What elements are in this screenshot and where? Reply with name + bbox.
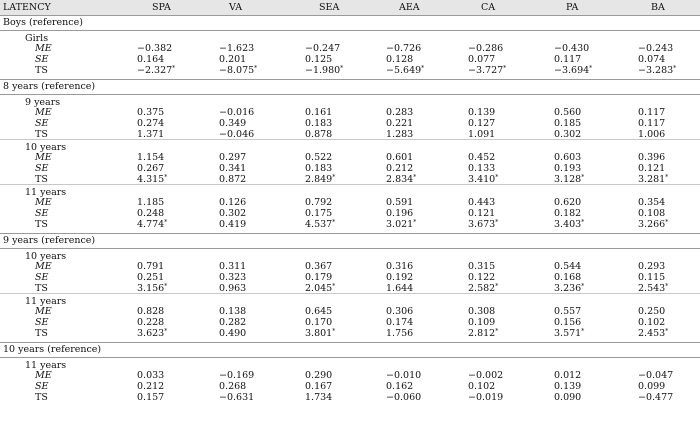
- metric-label: TS: [35, 392, 48, 403]
- table-cell: 0.791: [137, 261, 165, 272]
- group-label: 11 years: [25, 360, 67, 371]
- group-label: Girls: [25, 33, 49, 44]
- table-row: [0, 283, 700, 294]
- table-cell: 0.133: [468, 163, 496, 174]
- table-row: [0, 43, 700, 54]
- significance-marker: *: [495, 328, 499, 335]
- metric-label: SE: [35, 54, 49, 65]
- table-cell: 0.168: [554, 272, 582, 283]
- significance-marker: *: [665, 283, 669, 290]
- table-cell: −0.247: [305, 43, 341, 54]
- table-cell: 0.316: [386, 261, 414, 272]
- significance-marker: *: [421, 65, 425, 72]
- table-cell: 0.878: [305, 129, 333, 140]
- table-cell: −3.727*: [468, 65, 507, 76]
- column-header: PA: [566, 2, 579, 13]
- table-cell: −0.047: [638, 370, 674, 381]
- table-row: [0, 272, 700, 283]
- table-row: [0, 370, 700, 381]
- significance-marker: *: [665, 328, 669, 335]
- column-header: BA: [651, 2, 665, 13]
- table-cell: 0.108: [638, 208, 666, 219]
- table-cell: 2.812*: [468, 328, 499, 339]
- metric-label: ME: [35, 107, 52, 118]
- significance-marker: *: [164, 283, 168, 290]
- table-cell: 0.250: [638, 306, 666, 317]
- significance-marker: *: [673, 65, 677, 72]
- table-cell: 3.673*: [468, 219, 499, 230]
- table-cell: 0.102: [468, 381, 496, 392]
- table-cell: 0.196: [386, 208, 414, 219]
- table-cell: −1.980*: [305, 65, 344, 76]
- table-cell: 0.183: [305, 163, 333, 174]
- table-cell: 0.090: [554, 392, 582, 403]
- table-cell: 0.182: [554, 208, 582, 219]
- comparison-group: [0, 249, 700, 294]
- table-row: [0, 163, 700, 174]
- table-cell: 0.128: [386, 54, 414, 65]
- table-cell: 1.371: [137, 129, 165, 140]
- column-header: SEA: [319, 2, 340, 13]
- column-header: SPA: [152, 2, 171, 13]
- table-cell: 0.308: [468, 306, 496, 317]
- table-cell: 0.792: [305, 197, 333, 208]
- group-label: 9 years: [25, 97, 61, 108]
- table-cell: 2.045*: [305, 283, 336, 294]
- table-cell: 0.033: [137, 370, 165, 381]
- table-cell: 0.221: [386, 118, 414, 129]
- table-row: [0, 317, 700, 328]
- table-cell: 0.121: [468, 208, 496, 219]
- significance-marker: *: [581, 283, 585, 290]
- table-cell: 4.315*: [137, 174, 168, 185]
- table-cell: 0.125: [305, 54, 333, 65]
- table-cell: 3.128*: [554, 174, 585, 185]
- table-row: [0, 261, 700, 272]
- metric-label: SE: [35, 381, 49, 392]
- table-cell: 0.192: [386, 272, 414, 283]
- metric-label: SE: [35, 118, 49, 129]
- table-cell: 0.201: [219, 54, 247, 65]
- table-row: [0, 118, 700, 129]
- table-cell: 0.162: [386, 381, 414, 392]
- table-cell: 0.117: [638, 107, 666, 118]
- table-cell: −0.430: [554, 43, 590, 54]
- table-cell: 0.302: [554, 129, 582, 140]
- table-cell: 0.122: [468, 272, 496, 283]
- significance-marker: *: [665, 219, 669, 226]
- table-cell: 0.557: [554, 306, 582, 317]
- metric-label: TS: [35, 219, 48, 230]
- significance-marker: *: [332, 174, 336, 181]
- table-cell: 1.006: [638, 129, 666, 140]
- comparison-group: [0, 294, 700, 338]
- table-cell: 0.267: [137, 163, 165, 174]
- metric-label: SE: [35, 208, 49, 219]
- table-cell: 0.293: [638, 261, 666, 272]
- table-cell: 0.828: [137, 306, 165, 317]
- table-cell: 0.117: [554, 54, 582, 65]
- table-cell: −0.060: [386, 392, 422, 403]
- table-cell: 1.644: [386, 283, 414, 294]
- table-cell: 0.872: [219, 174, 247, 185]
- table-cell: 0.156: [554, 317, 582, 328]
- table-cell: 0.591: [386, 197, 414, 208]
- table-cell: 0.099: [638, 381, 666, 392]
- table-cell: 0.349: [219, 118, 247, 129]
- metric-label: ME: [35, 197, 52, 208]
- significance-marker: *: [503, 65, 507, 72]
- group-label: 11 years: [25, 187, 67, 198]
- table-cell: 1.734: [305, 392, 333, 403]
- table-cell: 0.012: [554, 370, 582, 381]
- table-cell: 0.560: [554, 107, 582, 118]
- table-cell: 0.117: [638, 118, 666, 129]
- comparison-group: [0, 31, 700, 75]
- table-cell: 0.157: [137, 392, 165, 403]
- reference-row: [0, 15, 700, 31]
- table-cell: 0.138: [219, 306, 247, 317]
- table-cell: 0.268: [219, 381, 247, 392]
- table-cell: 0.396: [638, 152, 666, 163]
- group-label: 10 years: [25, 142, 67, 153]
- table-cell: −0.046: [219, 129, 255, 140]
- table-cell: 0.354: [638, 197, 666, 208]
- table-cell: 0.102: [638, 317, 666, 328]
- table-cell: −0.016: [219, 107, 255, 118]
- table-cell: 3.410*: [468, 174, 499, 185]
- table-cell: 0.161: [305, 107, 333, 118]
- table-cell: 4.537*: [305, 219, 336, 230]
- table-cell: 1.154: [137, 152, 165, 163]
- table-cell: 0.315: [468, 261, 496, 272]
- header-latency: LATENCY: [3, 2, 51, 13]
- column-header: CA: [481, 2, 496, 13]
- metric-label: TS: [35, 328, 48, 339]
- significance-marker: *: [172, 65, 176, 72]
- table-cell: 2.543*: [638, 283, 669, 294]
- table-cell: 0.251: [137, 272, 165, 283]
- table-cell: 0.174: [386, 317, 414, 328]
- table-cell: 0.164: [137, 54, 165, 65]
- metric-label: ME: [35, 261, 52, 272]
- table-cell: 0.341: [219, 163, 247, 174]
- comparison-group: [0, 95, 700, 140]
- table-cell: 0.185: [554, 118, 582, 129]
- table-cell: 3.801*: [305, 328, 336, 339]
- table-cell: −5.649*: [386, 65, 425, 76]
- table-cell: 3.266*: [638, 219, 669, 230]
- table-cell: 2.834*: [386, 174, 417, 185]
- table-cell: 0.183: [305, 118, 333, 129]
- table-cell: 0.311: [219, 261, 247, 272]
- table-cell: 0.601: [386, 152, 414, 163]
- table-cell: −0.169: [219, 370, 255, 381]
- table-row: [0, 306, 700, 317]
- table-cell: 0.228: [137, 317, 165, 328]
- table-cell: 0.175: [305, 208, 333, 219]
- table-row: [0, 219, 700, 230]
- table-cell: 0.212: [137, 381, 165, 392]
- reference-row: [0, 233, 700, 249]
- table-cell: 0.139: [554, 381, 582, 392]
- significance-marker: *: [495, 219, 499, 226]
- reference-row: [0, 79, 700, 95]
- reference-label: 8 years (reference): [3, 81, 96, 92]
- table-cell: 0.490: [219, 328, 247, 339]
- table-row: [0, 65, 700, 76]
- table-cell: 0.077: [468, 54, 496, 65]
- header-row: [0, 0, 700, 16]
- table-row: [0, 328, 700, 339]
- table-row: [0, 129, 700, 140]
- table-row: [0, 107, 700, 118]
- table-cell: −0.010: [386, 370, 422, 381]
- metric-label: ME: [35, 152, 52, 163]
- table-row: [0, 54, 700, 65]
- table-cell: 0.323: [219, 272, 247, 283]
- reference-row: [0, 342, 700, 358]
- table-cell: 0.452: [468, 152, 496, 163]
- table-cell: 0.179: [305, 272, 333, 283]
- table-cell: 0.167: [305, 381, 333, 392]
- significance-marker: *: [581, 174, 585, 181]
- table-cell: 0.306: [386, 306, 414, 317]
- table-cell: 0.115: [638, 272, 666, 283]
- table-cell: −0.382: [137, 43, 173, 54]
- metric-label: TS: [35, 283, 48, 294]
- metric-label: TS: [35, 129, 48, 140]
- table-cell: 0.074: [638, 54, 666, 65]
- table-cell: 0.375: [137, 107, 165, 118]
- table-cell: 0.139: [468, 107, 496, 118]
- significance-marker: *: [164, 174, 168, 181]
- metric-label: SE: [35, 163, 49, 174]
- table-cell: −0.726: [386, 43, 422, 54]
- table-cell: −3.694*: [554, 65, 593, 76]
- significance-marker: *: [589, 65, 593, 72]
- metric-label: SE: [35, 272, 49, 283]
- table-cell: 0.544: [554, 261, 582, 272]
- table-cell: 0.302: [219, 208, 247, 219]
- table-cell: 3.403*: [554, 219, 585, 230]
- significance-marker: *: [332, 219, 336, 226]
- table-cell: −0.243: [638, 43, 674, 54]
- table-cell: 2.453*: [638, 328, 669, 339]
- table-cell: 0.170: [305, 317, 333, 328]
- table-cell: 3.571*: [554, 328, 585, 339]
- table-cell: 0.212: [386, 163, 414, 174]
- metric-label: TS: [35, 174, 48, 185]
- table-row: [0, 197, 700, 208]
- metric-label: ME: [35, 43, 52, 54]
- table-cell: 0.127: [468, 118, 496, 129]
- table-cell: 0.443: [468, 197, 496, 208]
- table-cell: 2.849*: [305, 174, 336, 185]
- significance-marker: *: [413, 174, 417, 181]
- table-cell: 0.620: [554, 197, 582, 208]
- significance-marker: *: [254, 65, 258, 72]
- reference-label: 9 years (reference): [3, 235, 96, 246]
- table-row: [0, 381, 700, 392]
- table-cell: 3.156*: [137, 283, 168, 294]
- comparison-group: [0, 140, 700, 185]
- table-cell: 0.274: [137, 118, 165, 129]
- table-cell: 0.126: [219, 197, 247, 208]
- reference-label: 10 years (reference): [3, 344, 102, 355]
- table-cell: 4.774*: [137, 219, 168, 230]
- table-cell: 0.193: [554, 163, 582, 174]
- table-cell: −0.002: [468, 370, 504, 381]
- table-cell: 0.603: [554, 152, 582, 163]
- table-cell: −0.477: [638, 392, 674, 403]
- significance-marker: *: [164, 219, 168, 226]
- table-cell: −8.075*: [219, 65, 258, 76]
- table-cell: 0.248: [137, 208, 165, 219]
- table-row: [0, 174, 700, 185]
- table-cell: 1.091: [468, 129, 496, 140]
- table-cell: 0.282: [219, 317, 247, 328]
- significance-marker: *: [495, 174, 499, 181]
- metric-label: TS: [35, 65, 48, 76]
- table-row: [0, 392, 700, 403]
- table-cell: −2.327*: [137, 65, 176, 76]
- significance-marker: *: [340, 65, 344, 72]
- table-cell: 0.522: [305, 152, 333, 163]
- table-cell: 0.121: [638, 163, 666, 174]
- comparison-group: [0, 185, 700, 229]
- table-cell: 2.582*: [468, 283, 499, 294]
- table-cell: 3.623*: [137, 328, 168, 339]
- table-cell: 0.290: [305, 370, 333, 381]
- table-cell: −0.019: [468, 392, 504, 403]
- table-cell: 1.756: [386, 328, 414, 339]
- table-cell: −1.623: [219, 43, 255, 54]
- table-cell: 1.185: [137, 197, 165, 208]
- significance-marker: *: [581, 328, 585, 335]
- table-cell: 0.645: [305, 306, 333, 317]
- significance-marker: *: [164, 328, 168, 335]
- table-cell: 0.283: [386, 107, 414, 118]
- reference-label: Boys (reference): [3, 17, 83, 28]
- table-cell: 0.963: [219, 283, 247, 294]
- significance-marker: *: [581, 219, 585, 226]
- table-row: [0, 208, 700, 219]
- table-cell: 0.297: [219, 152, 247, 163]
- table-cell: 0.109: [468, 317, 496, 328]
- metric-label: ME: [35, 306, 52, 317]
- table-row: [0, 152, 700, 163]
- significance-marker: *: [665, 174, 669, 181]
- table-cell: 3.236*: [554, 283, 585, 294]
- table-cell: −0.286: [468, 43, 504, 54]
- metric-label: SE: [35, 317, 49, 328]
- significance-marker: *: [495, 283, 499, 290]
- table-cell: −3.283*: [638, 65, 677, 76]
- table-cell: −0.631: [219, 392, 255, 403]
- table-cell: 3.021*: [386, 219, 417, 230]
- comparison-group: [0, 358, 700, 402]
- significance-marker: *: [332, 328, 336, 335]
- table-cell: 0.367: [305, 261, 333, 272]
- table-cell: 0.419: [219, 219, 247, 230]
- table-cell: 1.283: [386, 129, 414, 140]
- significance-marker: *: [332, 283, 336, 290]
- significance-marker: *: [413, 219, 417, 226]
- group-label: 10 years: [25, 251, 67, 262]
- group-label: 11 years: [25, 296, 67, 307]
- metric-label: ME: [35, 370, 52, 381]
- column-header: VA: [229, 2, 243, 13]
- column-header: AEA: [399, 2, 420, 13]
- table-cell: 3.281*: [638, 174, 669, 185]
